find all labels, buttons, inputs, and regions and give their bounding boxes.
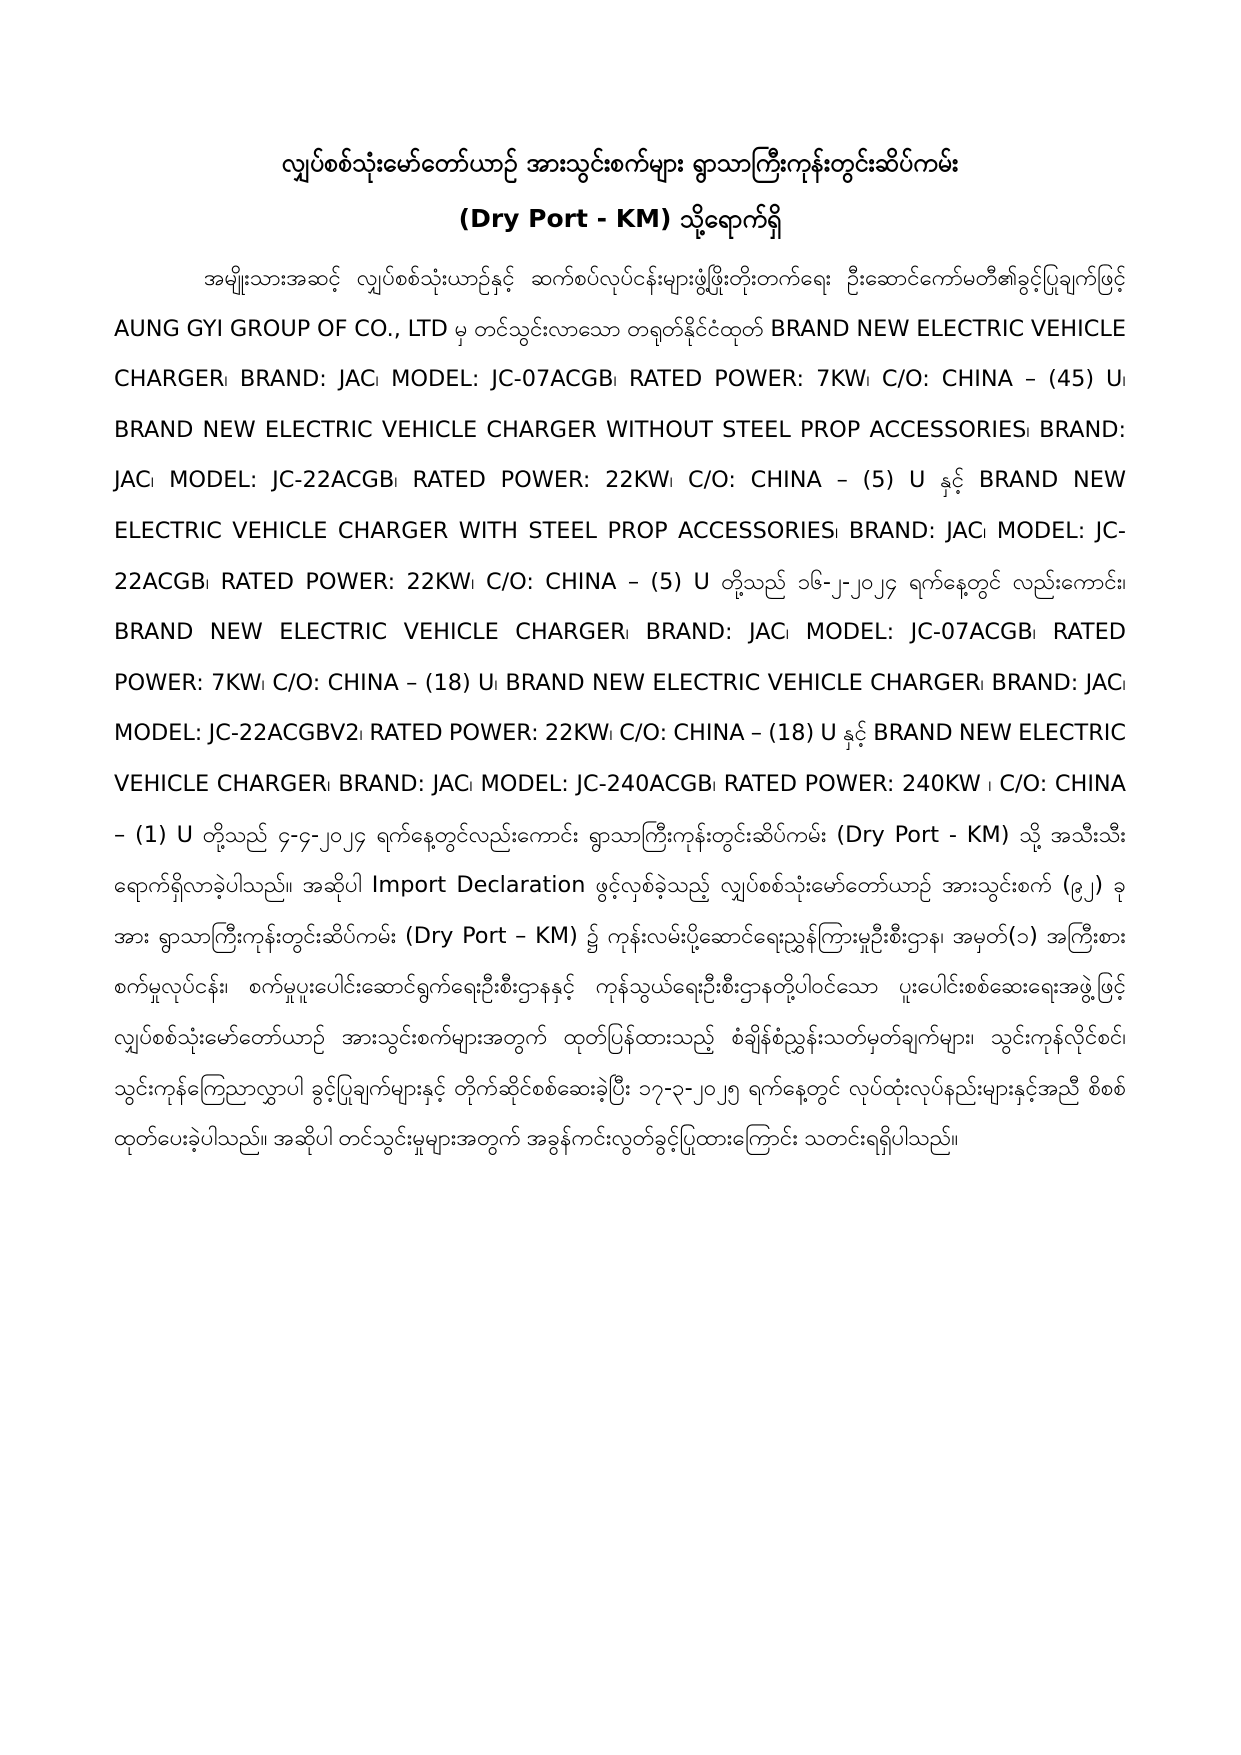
title-line-2: (Dry Port - KM) သို့ရောက်ရှိ	[458, 204, 782, 233]
title-line-1: လျှပ်စစ်သုံးမော်တော်ယာဉ် အားသွင်းစက်များ ရွာသာကြီးကုန်းတွင်းဆိပ်ကမ်း	[281, 148, 959, 177]
body-paragraph: အမျိုးသားအဆင့် လျှပ်စစ်သုံးယာဉ်နှင့် ဆက်စပ်လုပ်ငန်းများဖွံ့ဖြိုးတိုးတက်ရေး ဦးဆောင်ကော်မတီ၏ခွင့်ပြုချက်ဖြင့် AUNG GYI GROUP OF CO., LTD မှ တင်သွင်းလာသော တရုတ်နိုင်ငံထုတ် BRAND NEW ELECTRIC VEHICLE CHARGER၊ BRAND: JAC၊ MODEL: JC-07ACGB၊ RATED POWER: 7KW၊ C/O: CHINA – (45) U၊ BRAND NEW ELECTRIC VEHICLE CHARGER WITHOUT STEEL PROP ACCESSORIES၊ BRAND: JAC၊ MODEL: JC-22ACGB၊ RATED POWER: 22KW၊ C/O: CHINA – (5) U နှင့် BRAND NEW ELECTRIC VEHICLE CHARGER WITH STEEL PROP ACCESSORIES၊ BRAND: JAC၊ MODEL: JC-22ACGB၊ RATED POWER: 22KW၊ C/O: CHINA – (5) U တို့သည် ၁၆-၂-၂၀၂၄ ရက်နေ့တွင် လည်းကောင်း၊ BRAND NEW ELECTRIC VEHICLE CHARGER၊ BRAND: JAC၊ MODEL: JC-07ACGB၊ RATED POWER: 7KW၊ C/O: CHINA – (18) U၊ BRAND NEW ELECTRIC VEHICLE CHARGER၊ BRAND: JAC၊ MODEL: JC-22ACGBV2၊ RATED POWER: 22KW၊ C/O: CHINA – (18) U နှင့် BRAND NEW ELECTRIC VEHICLE CHARGER၊ BRAND: JAC၊ MODEL: JC-240ACGB၊ RATED POWER: 240KW ၊ C/O: CHINA – (1) U တို့သည် ၄-၄-၂၀၂၄ ရက်နေ့တွင်လည်းကောင်း ရွာသာကြီးကုန်းတွင်းဆိပ်ကမ်း (Dry Port - KM) သို့ အသီးသီး ရောက်ရှိလာခဲ့ပါသည်။ အဆိုပါ Import Declaration ဖွင့်လှစ်ခဲ့သည့် လျှပ်စစ်သုံးမော်တော်ယာဉ် အားသွင်းစက် (၉၂) ခုအား ရွာသာကြီးကုန်းတွင်းဆိပ်ကမ်း (Dry Port – KM) ၌ ကုန်းလမ်းပို့ဆောင်ရေးညွှန်ကြားမှုဦးစီးဌာန၊ အမှတ်(၁) အကြီးစားစက်မှုလုပ်ငန်း၊ စက်မှုပူးပေါင်းဆောင်ရွက်ရေးဦးစီးဌာနနှင့် ကုန်သွယ်ရေးဦးစီးဌာနတို့ပါဝင်သော ပူးပေါင်းစစ်ဆေးရေးအဖွဲ့ဖြင့် လျှပ်စစ်သုံးမော်တော်ယာဉ် အားသွင်းစက်များအတွက် ထုတ်ပြန်ထားသည့် စံချိန်စံညွှန်းသတ်မှတ်ချက်များ၊ သွင်းကုန်လိုင်စင်၊ သွင်းကုန်ကြေညာလွှာပါ ခွင့်ပြုချက်များနှင့် တိုက်ဆိုင်စစ်ဆေးခဲ့ပြီး ၁၇-၃-၂၀၂၅ ရက်နေ့တွင် လုပ်ထုံးလုပ်နည်းများနှင့်အညီ စိစစ်ထုတ်ပေးခဲ့ပါသည်။ အဆိုပါ တင်သွင်းမှုများအတွက် အခွန်ကင်းလွတ်ခွင့်ပြုထားကြောင်း သတင်းရရှိပါသည်။	[114, 265, 1126, 1152]
document-title	[114, 148, 1126, 234]
